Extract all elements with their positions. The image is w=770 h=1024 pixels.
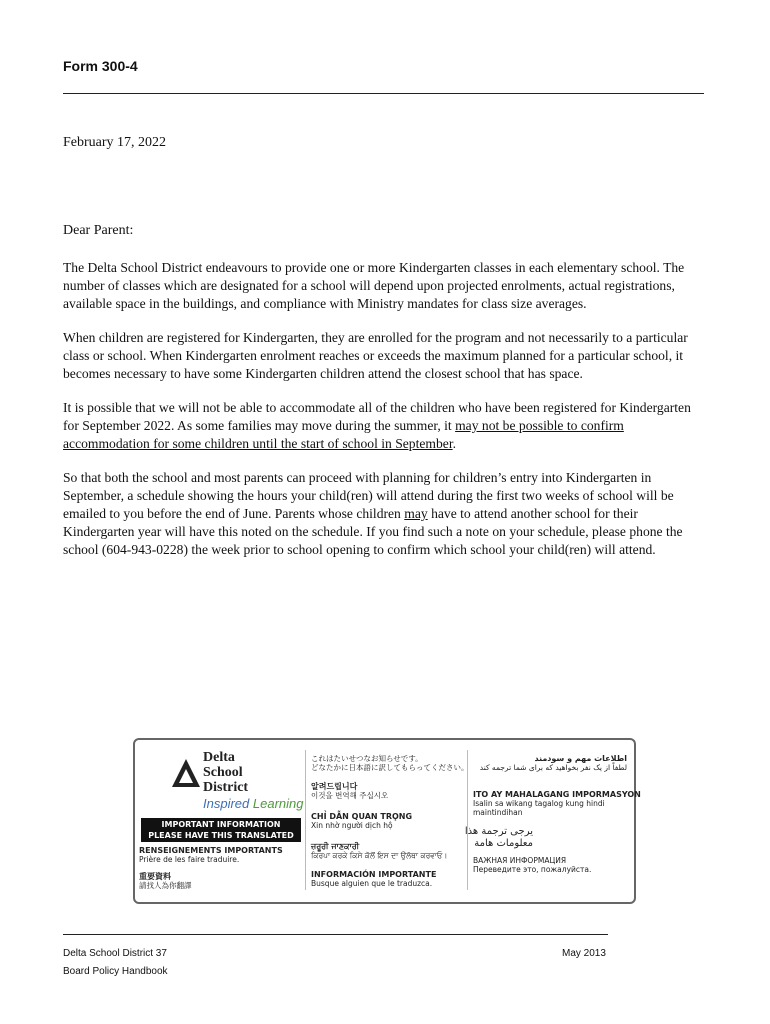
- triangle-logo-icon: [171, 758, 201, 788]
- paragraph-3-underlined: may not be possible to confirm accommodation for some children until the start of school in September: [63, 418, 624, 451]
- column-divider-1: [305, 750, 306, 890]
- english-line-2: PLEASE HAVE THIS TRANSLATED: [148, 831, 294, 840]
- russian-title: ВАЖНАЯ ИНФОРМАЦИЯ: [473, 856, 567, 865]
- tagalog-text-2: maintindihan: [473, 808, 523, 817]
- paragraph-4: [63, 469, 708, 559]
- arabic-notice: [464, 826, 533, 850]
- footer-rule: [63, 934, 608, 935]
- korean-notice: [311, 782, 388, 800]
- punjabi-title: ਜ਼ਰੂਰੀ ਜਾਣਕਾਰੀ: [311, 842, 360, 851]
- arabic-line-2: معلومات هامة: [474, 838, 533, 849]
- vietnamese-notice: [311, 812, 412, 830]
- paragraph-3: [63, 399, 708, 453]
- farsi-title: اطلاعات مهم و سودمند: [534, 754, 627, 763]
- translation-notice: [133, 738, 641, 904]
- russian-notice: [473, 856, 591, 874]
- tagline-learning: Learning: [252, 796, 304, 811]
- footer-handbook: Board Policy Handbook: [63, 966, 168, 977]
- spanish-text: Busque alguien que le traduzca.: [311, 879, 433, 888]
- chinese-text: 請找人為你翻譯: [139, 881, 192, 890]
- paragraph-4-underlined: may: [404, 506, 428, 521]
- footer-date: May 2013: [562, 948, 606, 959]
- tagline-inspired: Inspired: [203, 796, 253, 811]
- tagalog-text-1: Isalin sa wikang tagalog kung hindi: [473, 799, 605, 808]
- paragraph-4-end: have to attend another school for their Kindergarten year will have this noted on the schedule. If you find such a note on your schedule, please phone the school (604-943-0228) the week prior to school opening to confirm which school your child(ren) will attend.: [63, 506, 683, 557]
- japanese-title: これはたいせつなお知らせです。: [311, 754, 423, 763]
- english-line-1: IMPORTANT INFORMATION: [161, 820, 281, 829]
- french-text: Prière de les faire traduire.: [139, 855, 240, 864]
- paragraph-2: When children are registered for Kindergarten, they are enrolled for the program and not necessarily to a particular class or school. When Kindergarten enrolment reaches or exceeds the maximum planned for a particular school, it becomes necessary to have some Kindergarten children attend the closest school that has space.: [63, 330, 688, 381]
- logo-tagline: [203, 796, 303, 811]
- farsi-text: لطفاً از یک نفر بخواهید که برای شما ترجمه کند: [479, 763, 627, 772]
- tagalog-title: ITO AY MAHALAGANG IMPORMASYON: [473, 790, 641, 799]
- french-notice: [139, 846, 283, 864]
- korean-title: 알려드립니다: [311, 782, 358, 791]
- header-rule: [63, 93, 704, 94]
- arabic-line-1: يرجى ترجمة هذا: [464, 826, 533, 837]
- chinese-notice: [139, 872, 192, 890]
- vietnamese-text: Xin nhờ người dịch hộ: [311, 821, 393, 830]
- punjabi-notice: [311, 842, 448, 860]
- logo-word-district: District: [203, 780, 249, 795]
- footer-district: Delta School District 37: [63, 948, 167, 959]
- column-divider-2: [467, 750, 468, 890]
- logo-word-school: School: [203, 765, 243, 780]
- paragraph-4-text: So that both the school and most parents can proceed with planning for children’s entry into Kindergarten in September, a schedule showing the hours your child(ren) will attend during the first two weeks of school will be emailed to you before the end of June. Parents whose children: [63, 470, 674, 521]
- japanese-text: どなたかに日本語に訳してもらってください。: [311, 763, 469, 772]
- french-title: RENSEIGNEMENTS IMPORTANTS: [139, 846, 283, 855]
- punjabi-text: ਕਿਰਪਾ ਕਰਕੇ ਕਿਸੇ ਕੋਲੋਂ ਇਸ ਦਾ ਉਲੱਥਾ ਕਰਵਾਓ।: [311, 851, 448, 860]
- spanish-notice: [311, 870, 436, 888]
- logo-wordmark: [203, 750, 248, 795]
- spanish-title: INFORMACIÓN IMPORTANTE: [311, 870, 437, 879]
- logo-word-delta: Delta: [203, 750, 235, 765]
- vietnamese-title: CHỈ DẪN QUAN TRỌNG: [311, 812, 413, 821]
- form-title: Form 300-4: [63, 58, 138, 74]
- paragraph-3-text: It is possible that we will not be able to accommodate all of the children who have been registered for Kindergarten for September 2022. As some families may move during the summer, it: [63, 400, 691, 433]
- japanese-notice: [311, 754, 469, 772]
- chinese-title: 重要資料: [139, 872, 171, 881]
- tagalog-notice: [473, 790, 641, 817]
- russian-text: Переведите это, пожалуйста.: [473, 865, 592, 874]
- paragraph-3-end: .: [452, 436, 456, 451]
- english-notice: [141, 818, 301, 842]
- letter-body: [63, 259, 708, 575]
- korean-text: 이것을 번역해 주십시오: [311, 791, 389, 800]
- salutation: Dear Parent:: [63, 223, 134, 238]
- farsi-notice: [473, 754, 627, 772]
- letter-date: February 17, 2022: [63, 135, 167, 150]
- paragraph-1: The Delta School District endeavours to provide one or more Kindergarten classes in each elementary school. The number of classes which are designated for a school will depend upon projected enrolments, actual registrations, available space in the buildings, and compliance with Ministry mandates for class size averages.: [63, 260, 685, 311]
